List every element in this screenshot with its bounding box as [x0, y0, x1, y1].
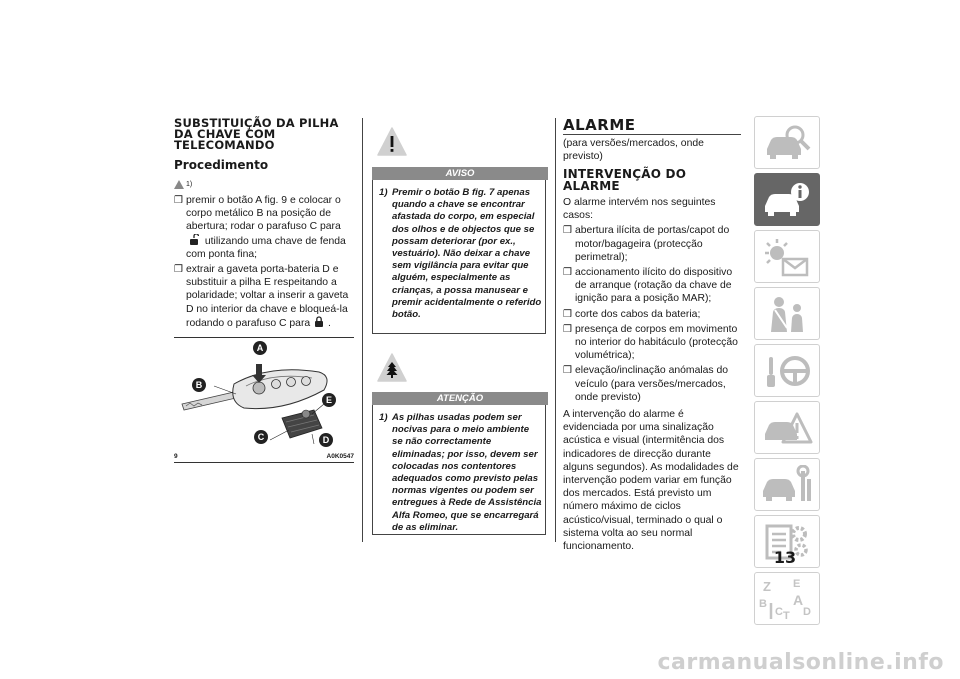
index-letter-a: A: [793, 591, 804, 608]
warning-reference: [174, 180, 192, 189]
environment-tree-icon: [376, 352, 408, 384]
checkbox-bullet-icon: ❒: [174, 195, 183, 206]
column-divider: [555, 118, 556, 542]
list-item: ❒ corte dos cabos da bateria;: [563, 308, 701, 320]
list-item: ❒ accionamento ilícito do dispositivo de arranque (rotação da chave de ignição para a posição MAR);: [563, 267, 733, 305]
alarm-intro: O alarme intervém nos seguintes casos:: [563, 197, 716, 222]
lock-icon: [314, 316, 324, 327]
list-item: ❒ extrair a gaveta porta-bateria D e substituir a pilha E respeitando a polaridade; voltar a inserir a gaveta D no interior da chave e bloqueá-la rodando o parafuso C para .: [174, 264, 349, 329]
index-letter-d: D: [803, 605, 811, 618]
checkbox-bullet-icon: ❒: [563, 267, 572, 279]
index-letter-b: B: [759, 597, 767, 610]
index-icon: [757, 575, 817, 623]
index-letter-c: C: [775, 605, 783, 618]
alarm-availability-note: (para versões/mercados, onde previsto): [563, 138, 704, 162]
marker-e: E: [322, 393, 336, 407]
atencao-title: ATENÇÃO: [372, 392, 548, 405]
tab-emergency[interactable]: [754, 401, 820, 454]
section-heading-alarm-intervention: INTERVENÇÃO DO ALARME: [563, 167, 687, 193]
car-info-icon: [761, 180, 813, 220]
checkbox-bullet-icon: ❒: [563, 323, 572, 335]
warning-reference-number: 1): [186, 181, 193, 188]
aviso-box: [372, 180, 546, 334]
tab-index[interactable]: [754, 572, 820, 625]
aviso-title: AVISO: [372, 167, 548, 180]
marker-d: D: [319, 433, 333, 447]
maintenance-icon: [761, 465, 813, 505]
atencao-number: 1): [379, 412, 388, 423]
checkbox-bullet-icon: ❒: [563, 365, 572, 377]
list-item: ❒ premir o botão A fig. 9 e colocar o corpo metálico B na posição de abertura; rodar o parafuso C para utilizando uma chave de fenda com ponta fina;: [174, 195, 346, 260]
car-search-icon: [761, 123, 813, 163]
list-item: ❒ presença de corpos em movimento no interior do habitáculo (protecção volumétrica);: [563, 323, 738, 362]
tab-starting-driving[interactable]: [754, 344, 820, 397]
checkbox-bullet-icon: ❒: [174, 264, 183, 276]
section-subtitle-procedure: Procedimento: [174, 158, 269, 172]
marker-b: B: [192, 378, 206, 392]
warning-triangle-icon: [174, 180, 184, 189]
index-letter-e: E: [793, 577, 801, 590]
unlock-icon: [189, 234, 199, 245]
index-letter-z: Z: [763, 578, 771, 594]
tab-car-info[interactable]: [754, 173, 820, 226]
tab-knowing-car[interactable]: [754, 116, 820, 169]
list-item: ❒ abertura ilícita de portas/capot do motor/bagageira (protecção perimetral);: [563, 225, 730, 263]
section-title-battery: SUBSTITUIÇÃO DA PILHA DA CHAVE COM TELECOMANDO: [174, 116, 339, 152]
atencao-box: [372, 405, 546, 535]
column-divider: [362, 118, 363, 542]
watermark: carmanualsonline.info: [657, 650, 944, 675]
warning-triangle-icon: [376, 126, 408, 158]
emergency-icon: [761, 408, 813, 448]
marker-c: C: [254, 430, 268, 444]
figure-number: 9: [174, 453, 178, 460]
tab-maintenance[interactable]: [754, 458, 820, 511]
figure-code: A0K0547: [326, 453, 354, 460]
tab-safety[interactable]: [754, 287, 820, 340]
checkbox-bullet-icon: ❒: [563, 225, 572, 237]
column-replace-battery: [174, 118, 354, 332]
atencao-text: As pilhas usadas podem ser nocivas para o meio ambiente se não correctamente eliminadas; por isso, devem ser colocadas nos contentores adequados como previsto pelas normas vigentes ou podem ser entregues à Rede de Assistência Alfa Romeo, que se encarregará de as eliminar.: [392, 412, 542, 533]
aviso-text: Premir o botão B fig. 7 apenas quando a chave se encontrar afastada do corpo, em especial dos olhos e de objectos que se possam deteriorar (por ex., vestuário). Não deixar a chave sem vigilância para evitar que alguém, especialmente as crianças, a possa manusear e premir acidentalmente o referido botão.: [392, 187, 542, 321]
warning-light-icon: [761, 237, 813, 277]
tab-warning-lights[interactable]: [754, 230, 820, 283]
aviso-number: 1): [379, 187, 388, 198]
index-letter-t: T: [783, 609, 790, 622]
marker-a: A: [253, 341, 267, 355]
section-title-alarm: ALARME: [563, 118, 741, 135]
alarm-paragraph: A intervenção do alarme é evidenciada por uma sinalização acústica e visual (intermitência dos indicadores de direcção durante alguns segundos). As modalidades de intervenção podem variar em função dos mercados. Está previsto um número máximo de ciclos acústico/visual, terminado o qual o sistema volta ao seu normal funcionamento.: [563, 409, 739, 553]
column-alarm: [563, 118, 741, 553]
safety-icon: [761, 294, 813, 334]
key-figure: [174, 337, 354, 463]
checkbox-bullet-icon: ❒: [563, 308, 572, 320]
list-item: ❒ elevação/inclinação anómalas do veículo (para versões/mercados, onde previsto): [563, 365, 729, 403]
page-number: 13: [773, 548, 797, 567]
steering-icon: [761, 351, 813, 391]
